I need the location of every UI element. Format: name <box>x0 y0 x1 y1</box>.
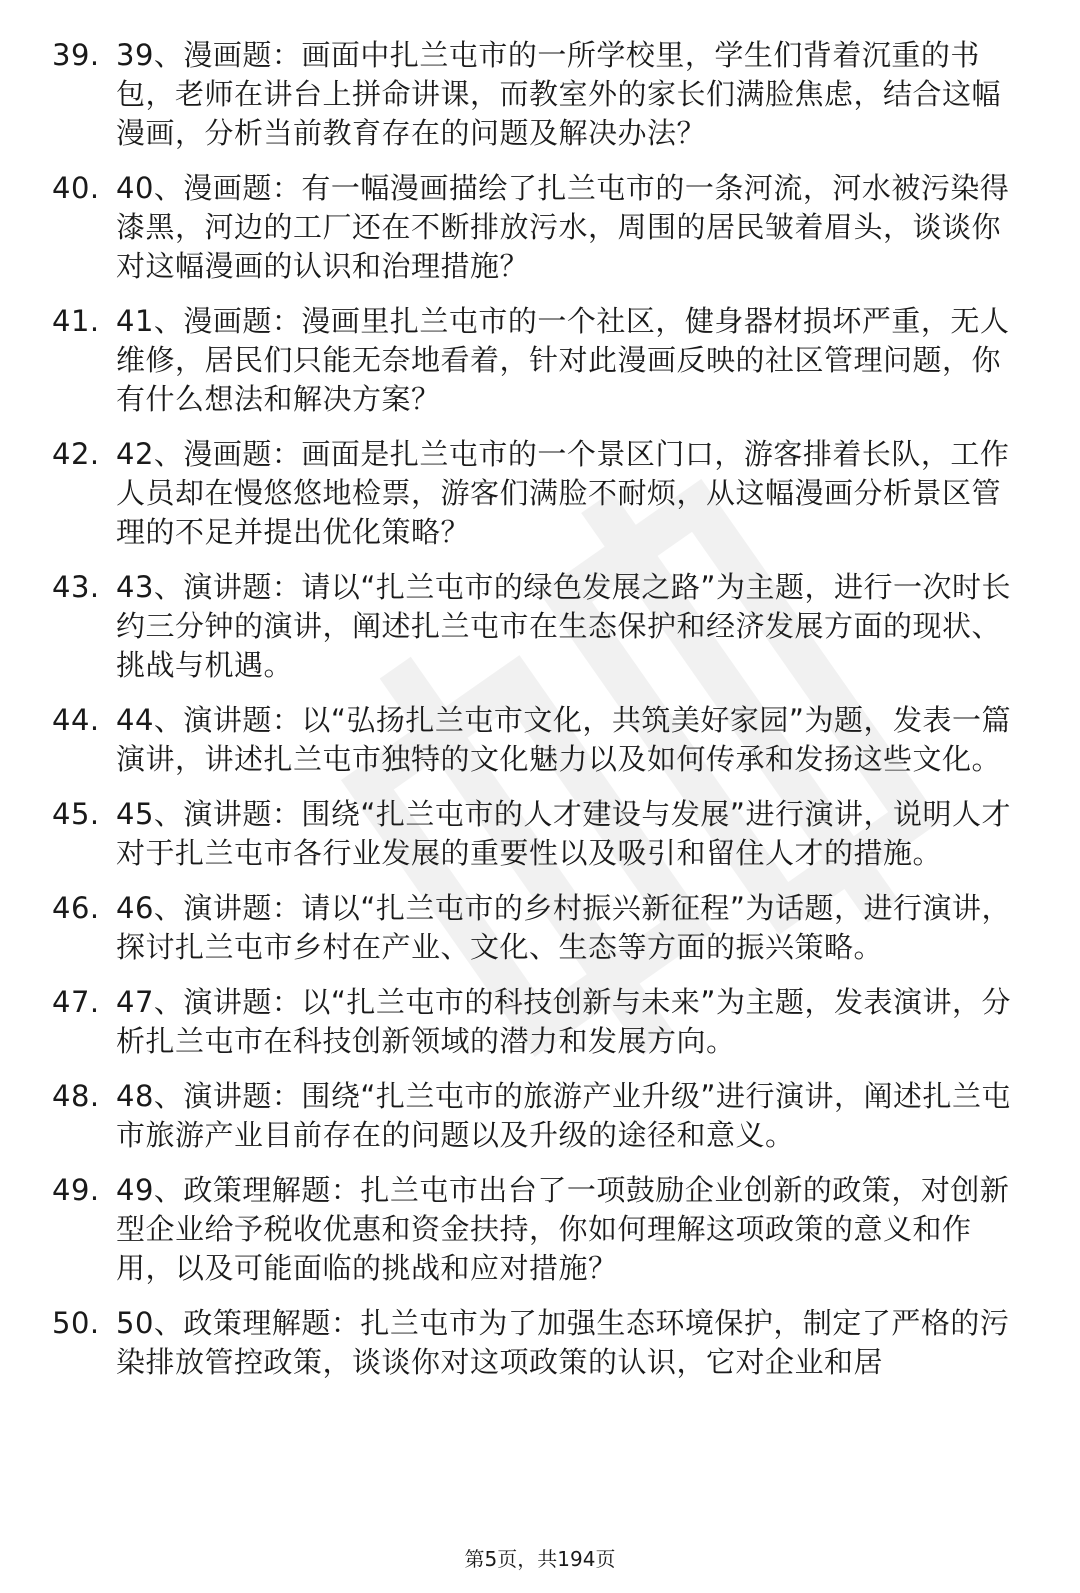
question-text: 50、政策理解题：扎兰屯市为了加强生态环境保护，制定了严格的污染排放管控政策，谈谈你对这项政策的认识，它对企业和居 <box>116 1306 1010 1379</box>
question-item <box>0 435 1080 552</box>
question-number: 47. <box>52 985 100 1019</box>
question-item <box>0 169 1080 286</box>
question-text: 46、演讲题：请以“扎兰屯市的乡村振兴新征程”为话题，进行演讲，探讨扎兰屯市乡村在产业、文化、生态等方面的振兴策略。 <box>116 891 1011 964</box>
question-item <box>0 795 1080 873</box>
question-item <box>0 36 1080 153</box>
question-number: 45. <box>52 797 100 831</box>
question-number: 42. <box>52 437 100 471</box>
question-item <box>0 701 1080 779</box>
question-text: 44、演讲题：以“弘扬扎兰屯市文化，共筑美好家园”为题，发表一篇演讲，讲述扎兰屯市独特的文化魅力以及如何传承和发扬这些文化。 <box>116 703 1011 776</box>
question-text: 40、漫画题：有一幅漫画描绘了扎兰屯市的一条河流，河水被污染得漆黑，河边的工厂还在不断排放污水，周围的居民皱着眉头，谈谈你对这幅漫画的认识和治理措施？ <box>116 171 1010 283</box>
question-text: 49、政策理解题：扎兰屯市出台了一项鼓励企业创新的政策，对创新型企业给予税收优惠和资金扶持，你如何理解这项政策的意义和作用，以及可能面临的挑战和应对措施？ <box>116 1173 1010 1285</box>
question-text: 47、演讲题：以“扎兰屯市的科技创新与未来”为主题，发表演讲，分析扎兰屯市在科技创新领域的潜力和发展方向。 <box>116 985 1011 1058</box>
question-item <box>0 889 1080 967</box>
question-text: 41、漫画题：漫画里扎兰屯市的一个社区，健身器材损坏严重，无人维修，居民们只能无奈地看着，针对此漫画反映的社区管理问题，你有什么想法和解决方案？ <box>116 304 1010 416</box>
question-list <box>0 36 1080 1398</box>
question-number: 40. <box>52 171 100 205</box>
question-item <box>0 983 1080 1061</box>
question-text: 45、演讲题：围绕“扎兰屯市的人才建设与发展”进行演讲，说明人才对于扎兰屯市各行业发展的重要性以及吸引和留住人才的措施。 <box>116 797 1011 870</box>
question-number: 44. <box>52 703 100 737</box>
question-text: 39、漫画题：画面中扎兰屯市的一所学校里，学生们背着沉重的书包，老师在讲台上拼命讲课，而教室外的家长们满脸焦虑，结合这幅漫画，分析当前教育存在的问题及解决办法？ <box>116 38 1002 150</box>
question-number: 46. <box>52 891 100 925</box>
question-item <box>0 1171 1080 1288</box>
page-footer: 第5页，共194页 <box>464 1547 616 1571</box>
question-item <box>0 302 1080 419</box>
question-item <box>0 568 1080 685</box>
question-item <box>0 1304 1080 1382</box>
question-number: 48. <box>52 1079 100 1113</box>
question-number: 39. <box>52 38 100 72</box>
question-number: 43. <box>52 570 100 604</box>
question-text: 42、漫画题：画面是扎兰屯市的一个景区门口，游客排着长队，工作人员却在慢悠悠地检票，游客们满脸不耐烦，从这幅漫画分析景区管理的不足并提出优化策略？ <box>116 437 1010 549</box>
question-text: 43、演讲题：请以“扎兰屯市的绿色发展之路”为主题，进行一次时长约三分钟的演讲，阐述扎兰屯市在生态保护和经济发展方面的现状、挑战与机遇。 <box>116 570 1011 682</box>
question-number: 41. <box>52 304 100 338</box>
question-number: 49. <box>52 1173 100 1207</box>
question-number: 50. <box>52 1306 100 1340</box>
question-item <box>0 1077 1080 1155</box>
question-text: 48、演讲题：围绕“扎兰屯市的旅游产业升级”进行演讲，阐述扎兰屯市旅游产业目前存在的问题以及升级的途径和意义。 <box>116 1079 1011 1152</box>
